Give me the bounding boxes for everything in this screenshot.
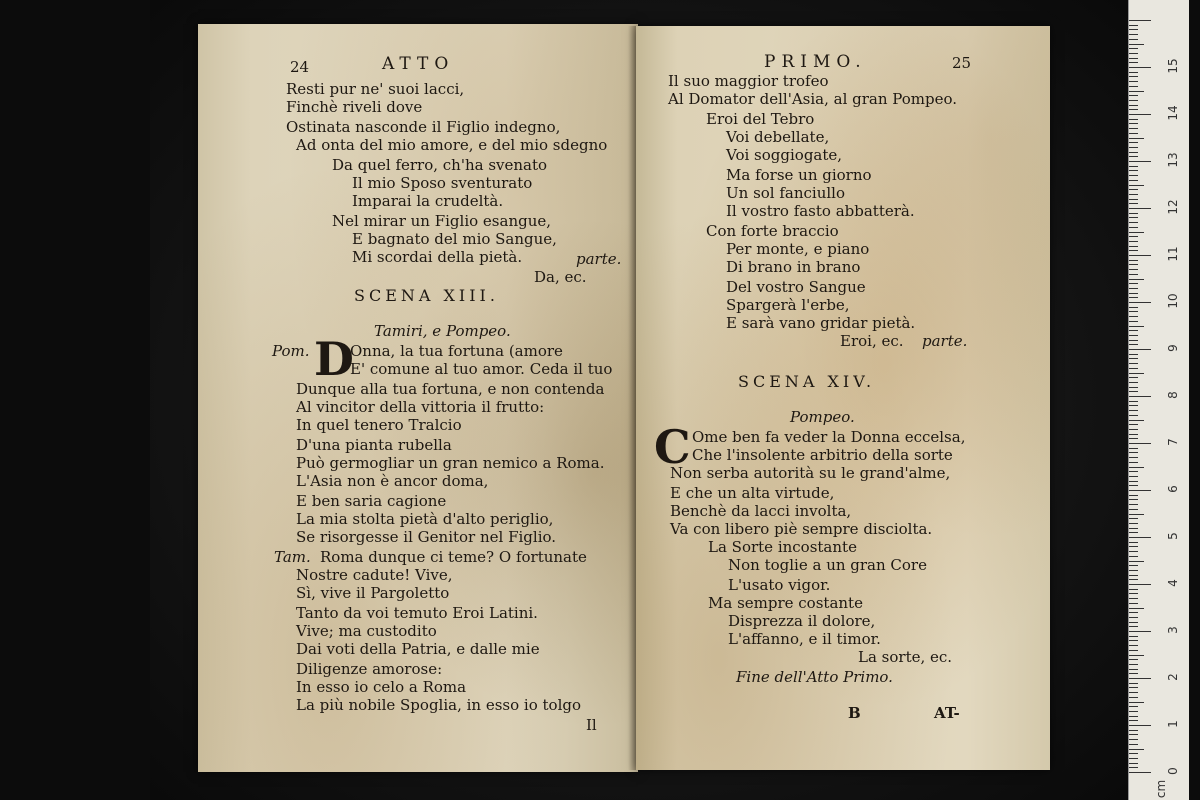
ruler-tick xyxy=(1129,344,1138,345)
verse-line: Del vostro Sangue xyxy=(726,278,866,296)
ruler-tick xyxy=(1129,490,1151,491)
ruler-tick xyxy=(1129,739,1138,740)
catchword: AT- xyxy=(934,704,960,722)
ruler-label: 14 xyxy=(1166,105,1180,121)
verse-line: Sì, vive il Pargoletto xyxy=(296,584,450,602)
verse-line: Benchè da lacci involta, xyxy=(670,502,852,520)
verse-line: Al Domator dell'Asia, al gran Pompeo. xyxy=(668,90,958,108)
ruler-tick xyxy=(1129,138,1144,139)
ruler-tick xyxy=(1129,147,1138,148)
page-number: 24 xyxy=(290,58,310,76)
ruler-tick xyxy=(1129,561,1144,562)
ruler-tick xyxy=(1129,575,1138,576)
ruler-tick xyxy=(1129,368,1138,369)
ruler-tick xyxy=(1129,424,1138,425)
ruler-tick xyxy=(1129,250,1138,251)
ruler-tick xyxy=(1129,518,1138,519)
ruler-tick xyxy=(1129,514,1144,515)
ruler-tick xyxy=(1129,716,1138,717)
ruler-tick xyxy=(1129,504,1138,505)
ruler-tick xyxy=(1129,593,1138,594)
ruler-tick xyxy=(1129,363,1138,364)
verse-line: Spargerà l'erbe, xyxy=(726,296,850,314)
ruler-label: 7 xyxy=(1166,438,1180,446)
ruler-tick xyxy=(1129,434,1138,435)
ruler-tick xyxy=(1129,706,1138,707)
verse-line: Di brano in brano xyxy=(726,258,861,276)
ruler-tick xyxy=(1129,199,1138,200)
verse-line: Al vincitor della vittoria il frutto: xyxy=(296,398,545,416)
ruler-label: 2 xyxy=(1166,673,1180,681)
ruler-tick xyxy=(1129,382,1138,383)
ruler-tick xyxy=(1129,326,1144,327)
ruler-tick xyxy=(1129,166,1138,167)
verse-line: Vive; ma custodito xyxy=(296,622,437,640)
ruler-tick xyxy=(1129,692,1138,693)
ruler-tick xyxy=(1129,170,1138,171)
ruler-tick xyxy=(1129,152,1138,153)
ruler-tick xyxy=(1129,302,1151,303)
verse-line: E sarà vano gridar pietà. xyxy=(726,314,916,332)
ruler-tick xyxy=(1129,387,1138,388)
verse-line: Eroi del Tebro xyxy=(706,110,815,128)
scene-characters: Tamiri, e Pompeo. xyxy=(374,322,511,340)
ruler-tick xyxy=(1129,358,1138,359)
verse-line: E bagnato del mio Sangue, xyxy=(352,230,557,248)
ruler-tick xyxy=(1129,274,1138,275)
ruler-label: 1 xyxy=(1166,720,1180,728)
ruler-tick xyxy=(1129,311,1138,312)
verse-line: Finchè riveli dove xyxy=(286,98,423,116)
ruler-tick xyxy=(1129,72,1138,73)
ruler-tick xyxy=(1129,236,1138,237)
ruler-label: 13 xyxy=(1166,152,1180,168)
ruler-tick xyxy=(1129,307,1138,308)
page-number: 25 xyxy=(952,54,972,72)
ruler-label: 15 xyxy=(1166,58,1180,74)
ruler-tick xyxy=(1129,39,1138,40)
ruler-tick xyxy=(1129,753,1138,754)
verse-line: Onna, la tua fortuna (amore xyxy=(350,342,563,360)
ruler-tick xyxy=(1129,678,1151,679)
da-capo-note: Eroi, ec. xyxy=(840,332,904,350)
ruler-tick xyxy=(1129,499,1138,500)
ruler-tick xyxy=(1129,730,1138,731)
verse-line: Ostinata nasconde il Figlio indegno, xyxy=(286,118,561,136)
speaker-label: Pom. xyxy=(272,342,310,360)
verse-line: Da quel ferro, ch'ha svenato xyxy=(332,156,548,174)
stage-direction: parte. xyxy=(922,332,968,350)
ruler-tick xyxy=(1129,711,1138,712)
ruler-label: 4 xyxy=(1166,579,1180,587)
ruler-tick xyxy=(1129,91,1144,92)
verse-line: Dai voti della Patria, e dalle mie xyxy=(296,640,540,658)
ruler-tick xyxy=(1129,734,1138,735)
verse-line: Ad onta del mio amore, e del mio sdegno xyxy=(296,136,608,154)
ruler-tick xyxy=(1129,396,1151,397)
ruler-tick xyxy=(1129,321,1138,322)
verse-line: E' comune al tuo amor. Ceda il tuo xyxy=(350,360,613,378)
left-page xyxy=(198,24,638,772)
scene-heading: SCENA XIII. xyxy=(354,286,499,305)
ruler-label: 6 xyxy=(1166,485,1180,493)
ruler-tick xyxy=(1129,128,1138,129)
verse-line: La più nobile Spoglia, in esso io tolgo xyxy=(296,696,581,714)
ruler-tick xyxy=(1129,246,1138,247)
ruler-tick xyxy=(1129,767,1138,768)
verse-line: L'Asia non è ancor doma, xyxy=(296,472,489,490)
verse-line: Resti pur ne' suoi lacci, xyxy=(286,80,465,98)
verse-line: Va con libero piè sempre disciolta. xyxy=(670,520,933,538)
verse-line: Mi scordai della pietà. xyxy=(352,248,523,266)
ruler-tick xyxy=(1129,457,1138,458)
ruler-tick xyxy=(1129,687,1138,688)
ruler-tick xyxy=(1129,156,1138,157)
ruler-tick xyxy=(1129,683,1138,684)
verse-line: La mia stolta pietà d'alto periglio, xyxy=(296,510,554,528)
ruler-tick xyxy=(1129,673,1138,674)
verse-line: D'una pianta rubella xyxy=(296,436,452,454)
ruler-tick xyxy=(1129,44,1144,45)
verse-line: Può germogliar un gran nemico a Roma. xyxy=(296,454,605,472)
ruler-tick xyxy=(1129,495,1138,496)
ruler-tick xyxy=(1129,622,1138,623)
ruler-tick xyxy=(1129,391,1138,392)
signature-mark: B xyxy=(848,704,861,722)
verse-line: Se risorgesse il Genitor nel Figlio. xyxy=(296,528,557,546)
ruler-tick xyxy=(1129,293,1138,294)
ruler-tick xyxy=(1129,180,1138,181)
ruler-label: 12 xyxy=(1166,199,1180,215)
act-end-note: Fine dell'Atto Primo. xyxy=(736,668,893,686)
ruler-tick xyxy=(1129,664,1138,665)
ruler-tick xyxy=(1129,532,1138,533)
ruler-tick xyxy=(1129,640,1138,641)
ruler-tick xyxy=(1129,452,1138,453)
ruler-tick xyxy=(1129,185,1144,186)
speaker-label: Tam. xyxy=(274,548,311,566)
ruler-tick xyxy=(1129,208,1151,209)
verse-line: Con forte braccio xyxy=(706,222,839,240)
ruler-tick xyxy=(1129,467,1144,468)
ruler-tick xyxy=(1129,697,1138,698)
ruler-tick xyxy=(1129,283,1138,284)
verse-line: L'usato vigor. xyxy=(728,576,831,594)
ruler-tick xyxy=(1129,415,1138,416)
verse-line: Il suo maggior trofeo xyxy=(668,72,829,90)
verse-line: Dunque alla tua fortuna, e non contenda xyxy=(296,380,605,398)
ruler-tick xyxy=(1129,349,1151,350)
ruler-tick xyxy=(1129,720,1138,721)
ruler-tick xyxy=(1129,213,1138,214)
ruler-tick xyxy=(1129,109,1138,110)
ruler-tick xyxy=(1129,650,1138,651)
ruler-tick xyxy=(1129,537,1151,538)
verse-line: L'affanno, e il timor. xyxy=(728,630,881,648)
ruler-tick xyxy=(1129,86,1138,87)
ruler-label: 9 xyxy=(1166,344,1180,352)
ruler-tick xyxy=(1129,481,1138,482)
ruler-tick xyxy=(1129,316,1138,317)
verse-line: In quel tenero Tralcio xyxy=(296,416,462,434)
ruler-tick xyxy=(1129,612,1138,613)
measurement-ruler xyxy=(1128,0,1189,800)
ruler-tick xyxy=(1129,429,1138,430)
ruler-tick xyxy=(1129,20,1151,21)
ruler-tick xyxy=(1129,81,1138,82)
ruler-tick xyxy=(1129,401,1138,402)
ruler-tick xyxy=(1129,556,1138,557)
ruler-tick xyxy=(1129,29,1138,30)
ruler-tick xyxy=(1129,410,1138,411)
ruler-tick xyxy=(1129,546,1138,547)
ruler-tick xyxy=(1129,448,1138,449)
ruler-tick xyxy=(1129,123,1138,124)
verse-line: Ma forse un giorno xyxy=(726,166,872,184)
ruler-tick xyxy=(1129,330,1138,331)
verse-line: Non toglie a un gran Core xyxy=(728,556,927,574)
running-head: ATTO xyxy=(382,54,455,74)
ruler-tick xyxy=(1129,67,1151,68)
ruler-tick xyxy=(1129,340,1138,341)
verse-line: Nel mirar un Figlio esangue, xyxy=(332,212,552,230)
drop-cap: C xyxy=(654,420,691,474)
ruler-label: 8 xyxy=(1166,391,1180,399)
ruler-tick xyxy=(1129,598,1138,599)
verse-line: Roma dunque ci teme? O fortunate xyxy=(320,548,587,566)
ruler-tick xyxy=(1129,584,1151,585)
ruler-tick xyxy=(1129,763,1138,764)
ruler-tick xyxy=(1129,222,1138,223)
catchword: Il xyxy=(586,716,597,734)
ruler-tick xyxy=(1129,100,1138,101)
scene-heading: SCENA XIV. xyxy=(738,372,876,391)
ruler-tick xyxy=(1129,95,1138,96)
ruler-tick xyxy=(1129,645,1138,646)
ruler-tick xyxy=(1129,725,1151,726)
ruler-label: 11 xyxy=(1166,246,1180,262)
ruler-tick xyxy=(1129,485,1138,486)
drop-cap: D xyxy=(314,332,354,386)
ruler-tick xyxy=(1129,133,1138,134)
ruler-tick xyxy=(1129,105,1138,106)
ruler-tick xyxy=(1129,702,1144,703)
ruler-tick xyxy=(1129,509,1138,510)
ruler-tick xyxy=(1129,189,1138,190)
ruler-tick xyxy=(1129,58,1138,59)
verse-line: La Sorte incostante xyxy=(708,538,857,556)
ruler-tick xyxy=(1129,476,1138,477)
ruler-tick xyxy=(1129,25,1138,26)
ruler-tick xyxy=(1129,749,1144,750)
ruler-tick xyxy=(1129,297,1138,298)
ruler-tick xyxy=(1129,260,1138,261)
ruler-tick xyxy=(1129,217,1138,218)
ruler-tick xyxy=(1129,669,1138,670)
ruler-tick xyxy=(1129,241,1138,242)
ruler-tick xyxy=(1129,62,1138,63)
scene-characters: Pompeo. xyxy=(790,408,855,426)
running-head: PRIMO. xyxy=(764,52,867,72)
ruler-tick xyxy=(1129,542,1138,543)
ruler-tick xyxy=(1129,617,1138,618)
ruler-tick xyxy=(1129,579,1138,580)
ruler-tick xyxy=(1129,279,1144,280)
ruler-tick xyxy=(1129,119,1138,120)
ruler-tick xyxy=(1129,335,1138,336)
ruler-tick xyxy=(1129,603,1138,604)
stage-direction: parte. xyxy=(576,250,622,268)
ruler-tick xyxy=(1129,570,1138,571)
verse-line: Per monte, e piano xyxy=(726,240,870,258)
verse-line: Ma sempre costante xyxy=(708,594,863,612)
verse-line: Tanto da voi temuto Eroi Latini. xyxy=(296,604,538,622)
ruler-tick xyxy=(1129,354,1138,355)
verse-line: Imparai la crudeltà. xyxy=(352,192,504,210)
ruler-tick xyxy=(1129,744,1138,745)
ruler-tick xyxy=(1129,626,1138,627)
ruler-tick xyxy=(1129,269,1138,270)
ruler-tick xyxy=(1129,636,1138,637)
ruler-tick xyxy=(1129,175,1138,176)
ruler-tick xyxy=(1129,373,1144,374)
ruler-tick xyxy=(1129,438,1138,439)
ruler-tick xyxy=(1129,551,1138,552)
ruler-tick xyxy=(1129,631,1151,632)
verse-line: Voi debellate, xyxy=(726,128,830,146)
verse-line: Un sol fanciullo xyxy=(726,184,846,202)
verse-line: Il vostro fasto abbatterà. xyxy=(726,202,915,220)
ruler-tick xyxy=(1129,194,1138,195)
ruler-tick xyxy=(1129,48,1138,49)
da-capo-note: Da, ec. xyxy=(534,268,587,286)
ruler-tick xyxy=(1129,227,1138,228)
ruler-tick xyxy=(1129,114,1151,115)
ruler-tick xyxy=(1129,232,1144,233)
ruler-tick xyxy=(1129,161,1151,162)
ruler-label: 0 xyxy=(1166,767,1180,775)
da-capo-note: La sorte, ec. xyxy=(858,648,953,666)
ruler-tick xyxy=(1129,203,1138,204)
ruler-tick xyxy=(1129,255,1151,256)
ruler-tick xyxy=(1129,462,1138,463)
ruler-tick xyxy=(1129,443,1151,444)
ruler-tick xyxy=(1129,523,1138,524)
ruler-tick xyxy=(1129,589,1138,590)
verse-line: Il mio Sposo sventurato xyxy=(352,174,533,192)
verse-line: Voi soggiogate, xyxy=(726,146,843,164)
verse-line: Ome ben fa veder la Donna eccelsa, xyxy=(692,428,966,446)
ruler-tick xyxy=(1129,142,1138,143)
ruler-tick xyxy=(1129,565,1138,566)
ruler-tick xyxy=(1129,758,1138,759)
ruler-tick xyxy=(1129,608,1144,609)
verse-line: E che un alta virtude, xyxy=(670,484,835,502)
ruler-tick xyxy=(1129,264,1138,265)
ruler-label: 10 xyxy=(1166,293,1180,309)
ruler-tick xyxy=(1129,772,1151,773)
ruler-tick xyxy=(1129,76,1138,77)
verse-line: Disprezza il dolore, xyxy=(728,612,876,630)
ruler-tick xyxy=(1129,655,1144,656)
right-page xyxy=(636,26,1050,770)
ruler-tick xyxy=(1129,471,1138,472)
ruler-tick xyxy=(1129,405,1138,406)
ruler-tick xyxy=(1129,34,1138,35)
verse-line: Diligenze amorose: xyxy=(296,660,443,678)
ruler-unit: cm xyxy=(1154,779,1168,799)
ruler-tick xyxy=(1129,659,1138,660)
verse-line: Che l'insolente arbitrio della sorte xyxy=(692,446,953,464)
ruler-tick xyxy=(1129,377,1138,378)
verse-line: E ben saria cagione xyxy=(296,492,447,510)
verse-line: In esso io celo a Roma xyxy=(296,678,467,696)
verse-line: Non serba autorità su le grand'alme, xyxy=(670,464,951,482)
ruler-label: 5 xyxy=(1166,532,1180,540)
ruler-tick xyxy=(1129,420,1144,421)
ruler-tick xyxy=(1129,288,1138,289)
verse-line: Nostre cadute! Vive, xyxy=(296,566,453,584)
ruler-label: 3 xyxy=(1166,626,1180,634)
ruler-tick xyxy=(1129,528,1138,529)
ruler-tick xyxy=(1129,53,1138,54)
